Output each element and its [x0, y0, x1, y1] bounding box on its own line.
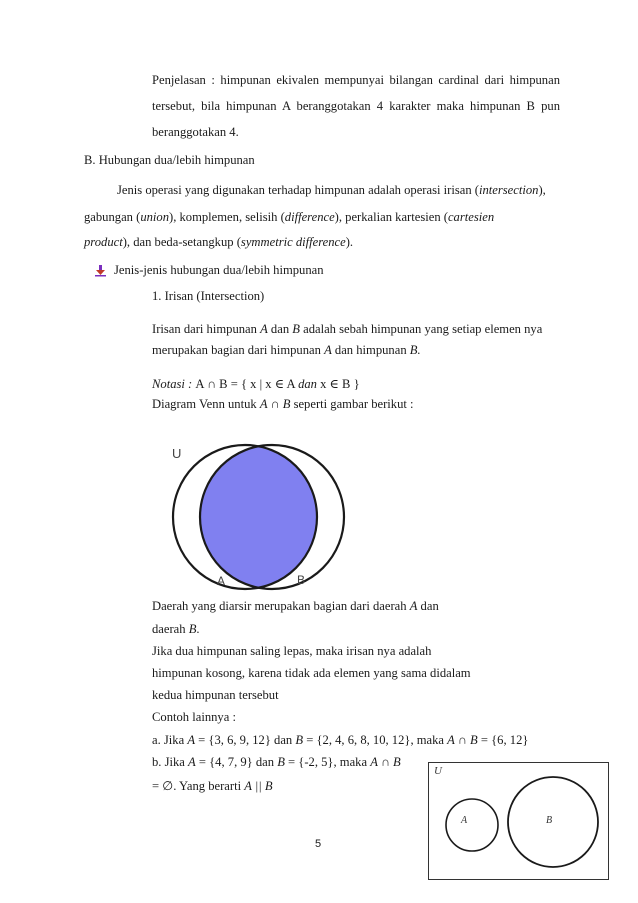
list-item-irisan: 1. Irisan (Intersection) [152, 289, 265, 303]
text-run: dan [417, 599, 439, 613]
text-run: daerah [152, 622, 189, 636]
text-run: = {4, 7, 9} dan [195, 755, 278, 769]
diagram-caption-line [152, 397, 414, 412]
disjoint-set-b-circle [508, 777, 598, 867]
notation-line [152, 376, 360, 392]
set-b-symbol: B. [409, 343, 421, 357]
intro-line-1: Penjelasan : himpunan ekivalen mempunyai bilangan cardinal dari himpunan [152, 73, 560, 87]
set-b-symbol: B [188, 622, 197, 636]
page-number: 5 [315, 838, 322, 850]
text-run: gabungan ( [84, 210, 141, 224]
intro-line-3: beranggotakan 4. [152, 125, 239, 139]
intersection-expression: A ∩ B [447, 733, 478, 747]
text-run: Jenis operasi yang digunakan terhadap himpunan adalah operasi irisan ( [117, 183, 479, 197]
text-run: ), dan beda-setangkup ( [122, 235, 241, 249]
section-para-line-1 [117, 183, 560, 198]
text-run: b. Jika [152, 755, 189, 769]
venn1-set-b-label: B [297, 573, 306, 587]
set-a-symbol: A [260, 322, 268, 336]
set-a-symbol: A [324, 343, 332, 357]
disjoint-line-2: himpunan kosong, karena tidak ada elemen yang sama didalam [152, 666, 471, 680]
example-b [152, 755, 401, 770]
set-a-symbol: A [188, 755, 196, 769]
notation-expression: x ∈ B } [316, 377, 360, 391]
text-run: Daerah yang diarsir merupakan bagian dari daerah [152, 599, 410, 613]
text-run: dan himpunan [331, 343, 410, 357]
term-intersection: intersection [478, 183, 539, 197]
text-run: = {-2, 5}, maka [284, 755, 371, 769]
text-run: a. Jika [152, 733, 188, 747]
venn2-universe-label: U [434, 765, 442, 777]
example-b-result [152, 778, 273, 794]
set-b-symbol: B [292, 322, 300, 336]
text-run: = {6, 12} [477, 733, 529, 747]
intersection-expression: A ∩ B [259, 397, 291, 411]
text-run: = {3, 6, 9, 12} dan [195, 733, 296, 747]
term-symmetric-difference: symmetric difference [240, 235, 346, 249]
text-run: Irisan dari himpunan [152, 322, 261, 336]
notation-dan: dan [298, 377, 317, 391]
disjoint-expression: A || B [244, 779, 273, 793]
text-run: ), [538, 183, 546, 197]
term-cartesien: cartesien [447, 210, 495, 224]
notation-label: Notasi : [152, 377, 196, 391]
venn2-set-b-label: B [546, 815, 553, 826]
intersection-expression: A ∩ B [370, 755, 401, 769]
text-run: seperti gambar berikut : [290, 397, 414, 411]
text-run: = {2, 4, 6, 8, 10, 12}, maka [303, 733, 448, 747]
shaded-region-line-2 [152, 622, 200, 637]
set-a-symbol: A [187, 733, 196, 747]
bullet-arrow-icon [95, 265, 107, 277]
examples-heading: Contoh lainnya : [152, 710, 236, 724]
venn1-universe-label: U [172, 446, 182, 461]
bullet-text: Jenis-jenis hubungan dua/lebih himpunan [114, 263, 324, 277]
text-run: Diagram Venn untuk [152, 397, 260, 411]
set-b-symbol: B [277, 755, 285, 769]
text-run: ), perkalian kartesien ( [334, 210, 448, 224]
text-run: adalah sebah himpunan yang setiap elemen nya [299, 322, 543, 336]
text-run: dan [267, 322, 293, 336]
text-run: ). [345, 235, 354, 249]
venn-diagram-intersection [160, 440, 370, 590]
example-a [152, 733, 528, 748]
text-run: ), komplemen, selisih ( [169, 210, 285, 224]
term-union: union [140, 210, 169, 224]
section-para-line-3 [84, 235, 353, 250]
disjoint-line-1: Jika dua himpunan saling lepas, maka irisan nya adalah [152, 644, 432, 658]
term-product: product [84, 235, 123, 249]
text-run: merupakan bagian dari himpunan [152, 343, 325, 357]
disjoint-set-a-circle [446, 799, 498, 851]
venn1-set-a-label: A [217, 574, 226, 588]
set-b-symbol: B [295, 733, 304, 747]
set-a-symbol: A [409, 599, 418, 613]
intro-line-2: tersebut, bila himpunan A beranggotakan 4 karakter maka himpunan B pun [152, 99, 560, 113]
venn2-circles [428, 762, 609, 880]
irisan-def-line-2 [152, 343, 421, 358]
text-run: = ∅. Yang berarti [152, 779, 245, 793]
venn2-set-a-label: A [461, 815, 468, 826]
section-heading: B. Hubungan dua/lebih himpunan [84, 153, 255, 167]
notation-expression: A ∩ B = { x | x ∈ A [195, 377, 299, 391]
text-run: . [196, 622, 200, 636]
term-difference: difference [284, 210, 335, 224]
disjoint-line-3: kedua himpunan tersebut [152, 688, 279, 702]
shaded-region-line-1 [152, 599, 439, 614]
section-para-line-2 [84, 210, 494, 225]
irisan-def-line-1 [152, 322, 542, 337]
